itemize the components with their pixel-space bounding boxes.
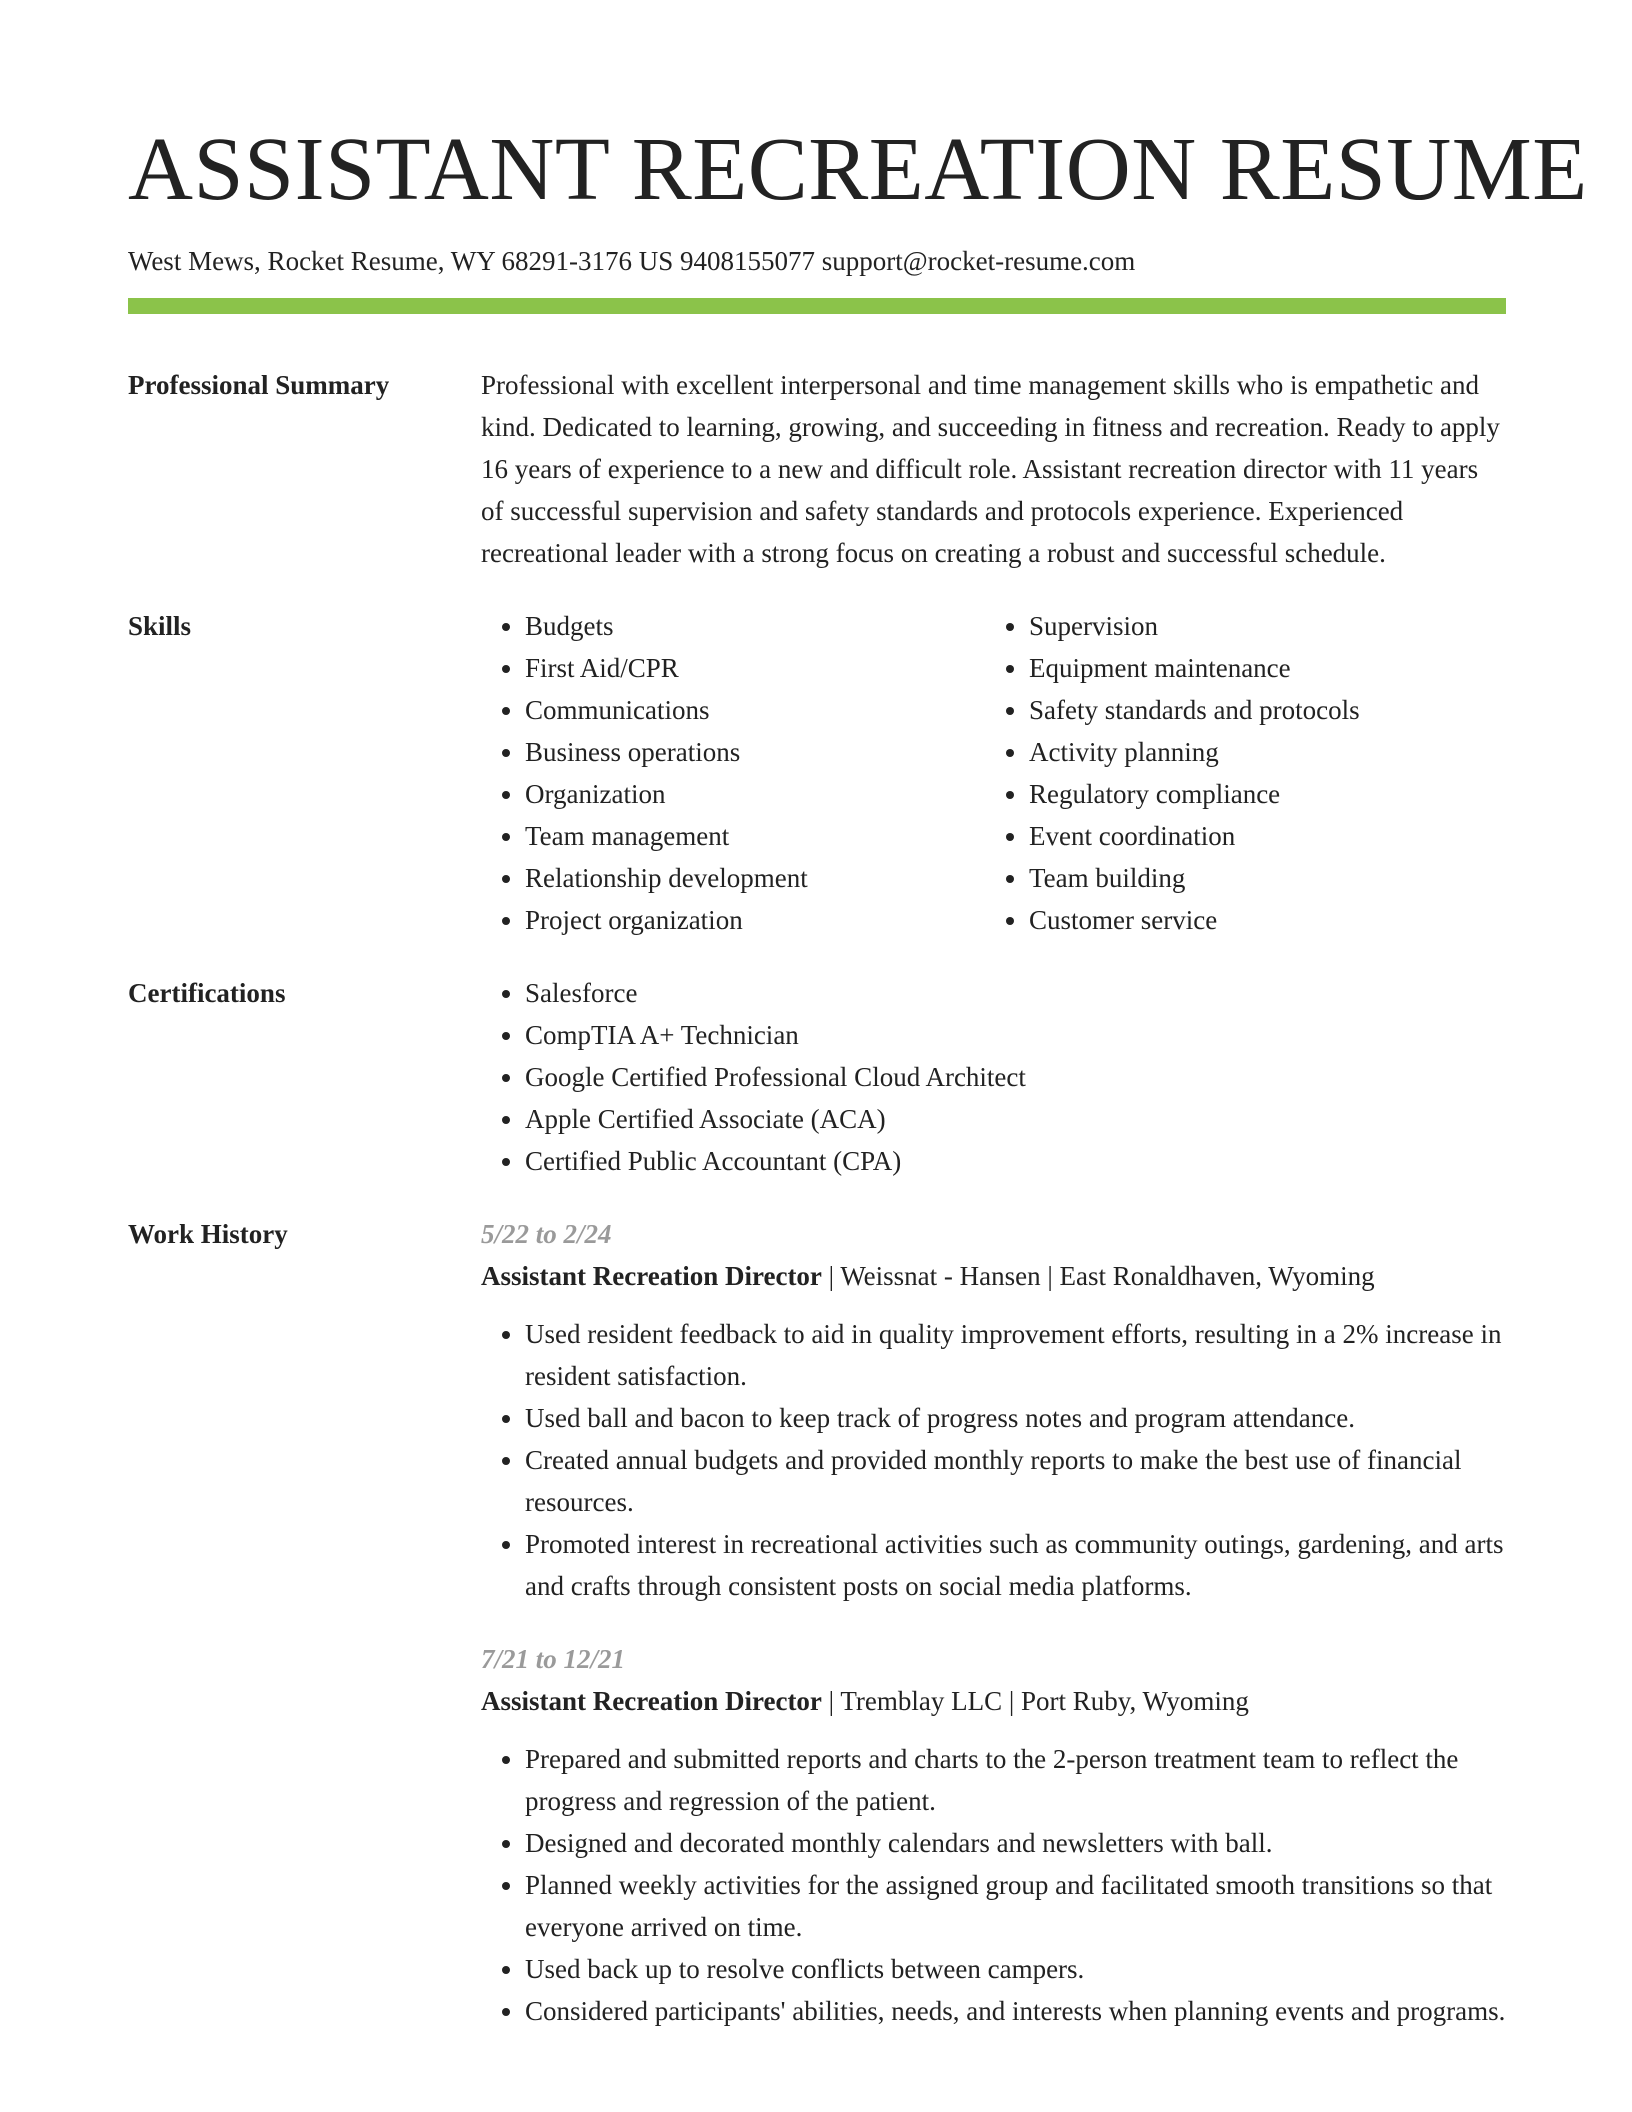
job-bullet: • Considered participants' abilities, needs, and interests when planning events and programs. — [525, 1990, 1506, 2032]
job-bullet: • Used back up to resolve conflicts between campers. — [525, 1948, 1506, 1990]
job-bullet: • Promoted interest in recreational activities such as community outings, gardening, and arts and crafts through consistent posts on social media platforms. — [525, 1523, 1506, 1607]
job-bullet: • Used resident feedback to aid in quality improvement efforts, resulting in a 2% increase in resident satisfaction. — [525, 1313, 1506, 1397]
job-header — [481, 1680, 1506, 1722]
certification-item: • Certified Public Accountant (CPA) — [525, 1140, 1506, 1182]
skill-item: • Team building — [1029, 857, 1489, 899]
work-history-list — [481, 1213, 1506, 2032]
job-bullet: • Planned weekly activities for the assigned group and facilitated smooth transitions so that everyone arrived on time. — [525, 1864, 1506, 1948]
skills-column-right — [985, 605, 1489, 941]
skill-item: • Organization — [525, 773, 985, 815]
job-bullets — [481, 1738, 1506, 2032]
skill-item: • First Aid/CPR — [525, 647, 985, 689]
resume-page — [128, 0, 1588, 2032]
job-bullet: • Prepared and submitted reports and charts to the 2-person treatment team to reflect the progress and regression of the patient. — [525, 1738, 1506, 1822]
skill-item: • Safety standards and protocols — [1029, 689, 1489, 731]
job-dates: 7/21 to 12/21 — [481, 1644, 626, 1674]
skill-item: • Budgets — [525, 605, 985, 647]
job-bullet: • Designed and decorated monthly calendars and newsletters with ball. — [525, 1822, 1506, 1864]
job-title: Assistant Recreation Director — [481, 1686, 822, 1716]
job-entry — [481, 1638, 1506, 2032]
job-bullets — [481, 1313, 1506, 1607]
job-title: Assistant Recreation Director — [481, 1261, 822, 1291]
job-header — [481, 1255, 1506, 1297]
job-employer-location: | Weissnat - Hansen | East Ronaldhaven, Wyoming — [821, 1261, 1375, 1291]
skill-item: • Project organization — [525, 899, 985, 941]
certification-item: • Google Certified Professional Cloud Architect — [525, 1056, 1506, 1098]
certification-item: • Salesforce — [525, 972, 1506, 1014]
skill-item: • Customer service — [1029, 899, 1489, 941]
skill-item: • Supervision — [1029, 605, 1489, 647]
skills-column-left — [481, 605, 985, 941]
skill-item: • Regulatory compliance — [1029, 773, 1489, 815]
skill-item: • Communications — [525, 689, 985, 731]
skill-item: • Equipment maintenance — [1029, 647, 1489, 689]
skill-item: • Relationship development — [525, 857, 985, 899]
skills-section — [128, 605, 1506, 941]
job-dates: 5/22 to 2/24 — [481, 1219, 612, 1249]
certification-item: • CompTIA A+ Technician — [525, 1014, 1506, 1056]
summary-heading: Professional Summary — [128, 370, 390, 400]
skills-heading: Skills — [128, 611, 192, 641]
job-bullet: • Created annual budgets and provided monthly reports to make the best use of financial resources. — [525, 1439, 1506, 1523]
header-divider — [128, 298, 1506, 314]
contact-info: West Mews, Rocket Resume, WY 68291-3176 US 9408155077 support@rocket-resume.com — [128, 246, 1136, 276]
resume-title: ASSISTANT RECREATION RESUME — [128, 120, 1588, 219]
skill-item: • Business operations — [525, 731, 985, 773]
work-history-heading: Work History — [128, 1219, 288, 1249]
certification-item: • Apple Certified Associate (ACA) — [525, 1098, 1506, 1140]
skills-list — [481, 605, 1506, 941]
job-bullet: • Used ball and bacon to keep track of progress notes and program attendance. — [525, 1397, 1506, 1439]
skill-item: • Event coordination — [1029, 815, 1489, 857]
certifications-list — [481, 972, 1506, 1182]
work-history-section — [128, 1213, 1506, 2032]
skill-item: • Team management — [525, 815, 985, 857]
summary-text: Professional with excellent interpersonal and time management skills who is empathetic and kind. Dedicated to learning, growing, and succeeding in fitness and recreation. Ready to apply 16 years of experience to a new and difficult role. Assistant recreation director with 11 years of successful supervision and safety standards and protocols experience. Experienced recreational leader with a strong focus on creating a robust and successful schedule. — [481, 370, 1500, 568]
summary-section — [128, 364, 1506, 574]
job-employer-location: | Tremblay LLC | Port Ruby, Wyoming — [821, 1686, 1249, 1716]
job-entry — [481, 1213, 1506, 1607]
certifications-section — [128, 972, 1506, 1182]
certifications-heading: Certifications — [128, 978, 286, 1008]
skill-item: • Activity planning — [1029, 731, 1489, 773]
